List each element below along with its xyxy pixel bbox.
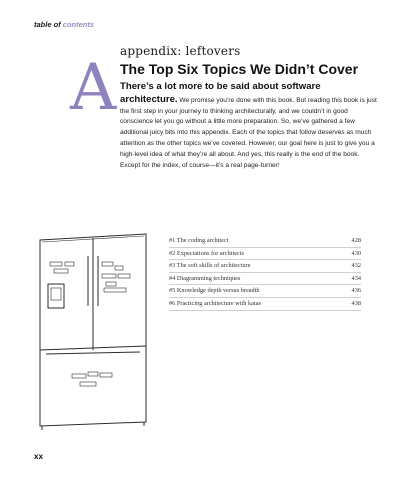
toc-row-label: #1 The coding architect xyxy=(169,237,229,244)
refrigerator-icon xyxy=(18,226,168,432)
header-word-contents: contents xyxy=(62,20,95,29)
toc-list xyxy=(169,235,361,311)
running-header xyxy=(34,20,94,29)
header-word-table: table xyxy=(34,20,52,29)
chapter-title: The Top Six Topics We Didn’t Cover xyxy=(120,61,359,77)
toc-row[interactable] xyxy=(169,298,361,311)
toc-row-page: 438 xyxy=(351,299,361,307)
toc-row-page: 430 xyxy=(351,249,361,257)
toc-row[interactable] xyxy=(169,273,361,286)
header-word-of: of xyxy=(53,20,61,29)
toc-row-page: 432 xyxy=(351,262,361,270)
toc-row-label: #4 Diagramming techniques xyxy=(169,274,241,282)
toc-row-page: 436 xyxy=(351,287,361,295)
toc-row-label: #3 The soft skills of architecture xyxy=(169,262,251,270)
intro-body: We promise you’re done with this book. But reading this book is just the first step in your journey to thinking architecturally, and we couldn’t in good conscience let you go without a little more preparation. So, we’ve gathered a few additional juicy bits into this appendix. Each of the topics that follow deserves as much attention as the other topics we’ve covered. However, our goal here is just to give you a high-level idea of what they’re all about. And yes, this really is the end of the book. Except for the index, of course—it’s a real page-turner! xyxy=(120,96,377,169)
toc-row-label: #2 Expectations for architects xyxy=(169,249,245,257)
intro-paragraph xyxy=(120,81,378,171)
toc-row[interactable] xyxy=(169,248,361,261)
toc-row-page: 428 xyxy=(351,237,361,244)
toc-row[interactable] xyxy=(169,260,361,273)
toc-row-label: #6 Practicing architecture with katas xyxy=(169,299,261,307)
appendix-label: appendix: leftovers xyxy=(120,44,241,58)
intro-lead: There’s a lot more to be said about software architecture. xyxy=(120,81,321,105)
toc-row-label: #5 Knowledge depth versus breadth xyxy=(169,287,260,295)
refrigerator-illustration xyxy=(18,226,168,437)
page-number: xx xyxy=(34,452,43,461)
toc-row[interactable] xyxy=(169,285,361,298)
drop-cap-initial: A xyxy=(70,51,117,125)
toc-row-page: 434 xyxy=(351,274,361,282)
toc-row[interactable] xyxy=(169,235,361,248)
